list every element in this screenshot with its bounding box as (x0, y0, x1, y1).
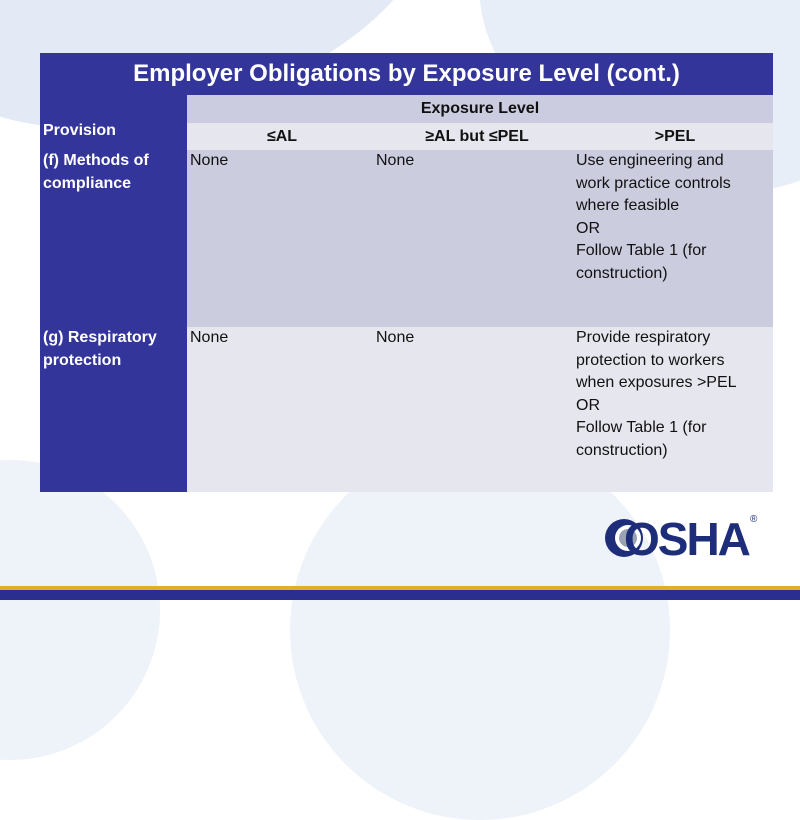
column-header-al: ≤AL (187, 123, 377, 150)
osha-logo (604, 514, 764, 564)
provision-column-header: Provision (43, 122, 116, 139)
exposure-level-header: Exposure Level (187, 95, 773, 123)
obligations-table (40, 53, 773, 492)
footer-bar (0, 590, 800, 600)
provision-label: (g) Respiratory protection (43, 329, 157, 369)
table-cell: None (376, 329, 415, 346)
table-cell: None (190, 152, 229, 169)
registered-mark: ® (750, 514, 758, 525)
column-header-al-pel: ≥AL but ≤PEL (377, 123, 577, 150)
table-cell: None (190, 329, 229, 346)
background-swoosh (290, 440, 670, 820)
table-cell: Provide respiratory protection to workers when exposures >PEL OR Follow Table 1 (for construction) (576, 329, 737, 459)
table-cell: Use engineering and work practice controls where feasible OR Follow Table 1 (for construction) (576, 152, 731, 282)
provision-label: (f) Methods of compliance (43, 152, 149, 192)
background-swoosh (0, 460, 160, 760)
osha-logo-text: OSHA (624, 513, 749, 565)
slide-title: Employer Obligations by Exposure Level (cont.) (133, 60, 680, 87)
table-cell: None (376, 152, 415, 169)
column-header-pel: >PEL (577, 123, 773, 150)
